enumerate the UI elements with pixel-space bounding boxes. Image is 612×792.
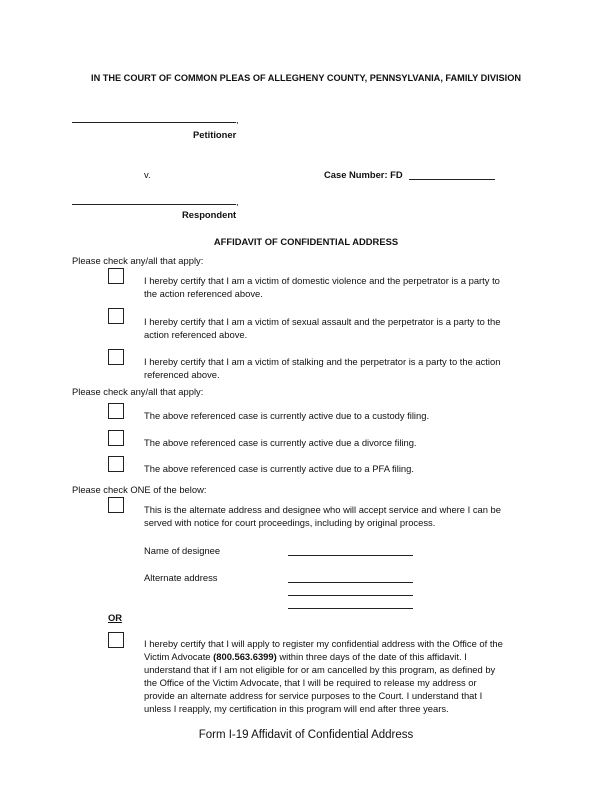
statement-line	[144, 650, 503, 663]
statement-text: Victim Advocate	[144, 651, 214, 662]
alternate-address-label: Alternate address	[144, 572, 218, 583]
victim-advocate-phone: (800.563.6399)	[213, 651, 277, 662]
respondent-label: Respondent	[182, 209, 237, 220]
alternate-address-line-3[interactable]	[288, 608, 413, 609]
case-number-line[interactable]	[409, 179, 495, 180]
versus-label: v.	[144, 169, 151, 180]
statement-custody-filing: The above referenced case is currently active due to a custody filing.	[144, 410, 430, 421]
checkbox-divorce-filing[interactable]	[108, 430, 124, 446]
statement-line: I hereby certify that I will apply to register my confidential address with the Office of the	[144, 638, 503, 649]
or-label: OR	[108, 612, 123, 623]
designee-label: Name of designee	[144, 545, 221, 556]
statement-alternate-address	[144, 503, 501, 529]
section1-prompt: Please check any/all that apply:	[72, 255, 204, 266]
statement-line: action referenced above.	[144, 329, 248, 340]
alternate-address-line-1[interactable]	[288, 582, 413, 583]
statement-sexual-assault	[144, 315, 500, 341]
affidavit-title: AFFIDAVIT OF CONFIDENTIAL ADDRESS	[213, 236, 399, 247]
statement-line: unless I reapply, my certification in this program will end after three years.	[144, 703, 449, 714]
alternate-address-line-2[interactable]	[288, 595, 413, 596]
statement-line: I hereby certify that I am a victim of sexual assault and the perpetrator is a party to the	[144, 316, 501, 327]
respondent-name-line[interactable]	[72, 204, 236, 205]
checkbox-alternate-address[interactable]	[108, 497, 124, 513]
statement-stalking	[144, 355, 500, 381]
checkbox-custody-filing[interactable]	[108, 403, 124, 419]
statement-line: referenced above.	[144, 369, 220, 380]
checkbox-sexual-assault[interactable]	[108, 308, 124, 324]
respondent-comma: ,	[236, 196, 239, 207]
statement-line: I hereby certify that I am a victim of stalking and the perpetrator is a party to the action	[144, 356, 501, 367]
checkbox-domestic-violence[interactable]	[108, 268, 124, 284]
statement-domestic-violence	[144, 274, 500, 300]
statement-line: the action referenced above.	[144, 288, 263, 299]
section2-prompt: Please check any/all that apply:	[72, 386, 204, 397]
statement-text: within three days of the date of this affidavit. I	[276, 651, 467, 662]
statement-line: the Office of the Victim Advocate, that I will be required to release my address or	[144, 677, 477, 688]
petitioner-name-line[interactable]	[72, 122, 236, 123]
checkbox-stalking[interactable]	[108, 349, 124, 365]
statement-line: served with notice for court proceedings, including by original process.	[144, 517, 436, 528]
statement-line: provide an alternate address for service purposes to the Court. I understand that I	[144, 690, 483, 701]
statement-line: I hereby certify that I am a victim of domestic violence and the perpetrator is a party to	[144, 275, 500, 286]
petitioner-label: Petitioner	[193, 129, 237, 140]
section3-prompt: Please check ONE of the below:	[72, 484, 207, 495]
statement-line: This is the alternate address and designee who will accept service and where I can be	[144, 504, 501, 515]
form-footer: Form I-19 Affidavit of Confidential Address	[198, 729, 414, 741]
court-title: IN THE COURT OF COMMON PLEAS OF ALLEGHENY COUNTY, PENNSYLVANIA, FAMILY DIVISION	[91, 73, 521, 83]
statement-line: understand that if I am not eligible for or am cancelled by this program, as defined by	[144, 664, 496, 675]
checkbox-victim-advocate[interactable]	[108, 632, 124, 648]
designee-line[interactable]	[288, 555, 413, 556]
petitioner-comma: ,	[236, 114, 239, 125]
statement-victim-advocate	[144, 637, 503, 715]
checkbox-pfa-filing[interactable]	[108, 456, 124, 472]
case-number-label: Case Number: FD	[324, 169, 403, 180]
statement-divorce-filing: The above referenced case is currently active due a divorce filing.	[144, 437, 417, 448]
statement-pfa-filing: The above referenced case is currently active due to a PFA filing.	[144, 463, 414, 474]
